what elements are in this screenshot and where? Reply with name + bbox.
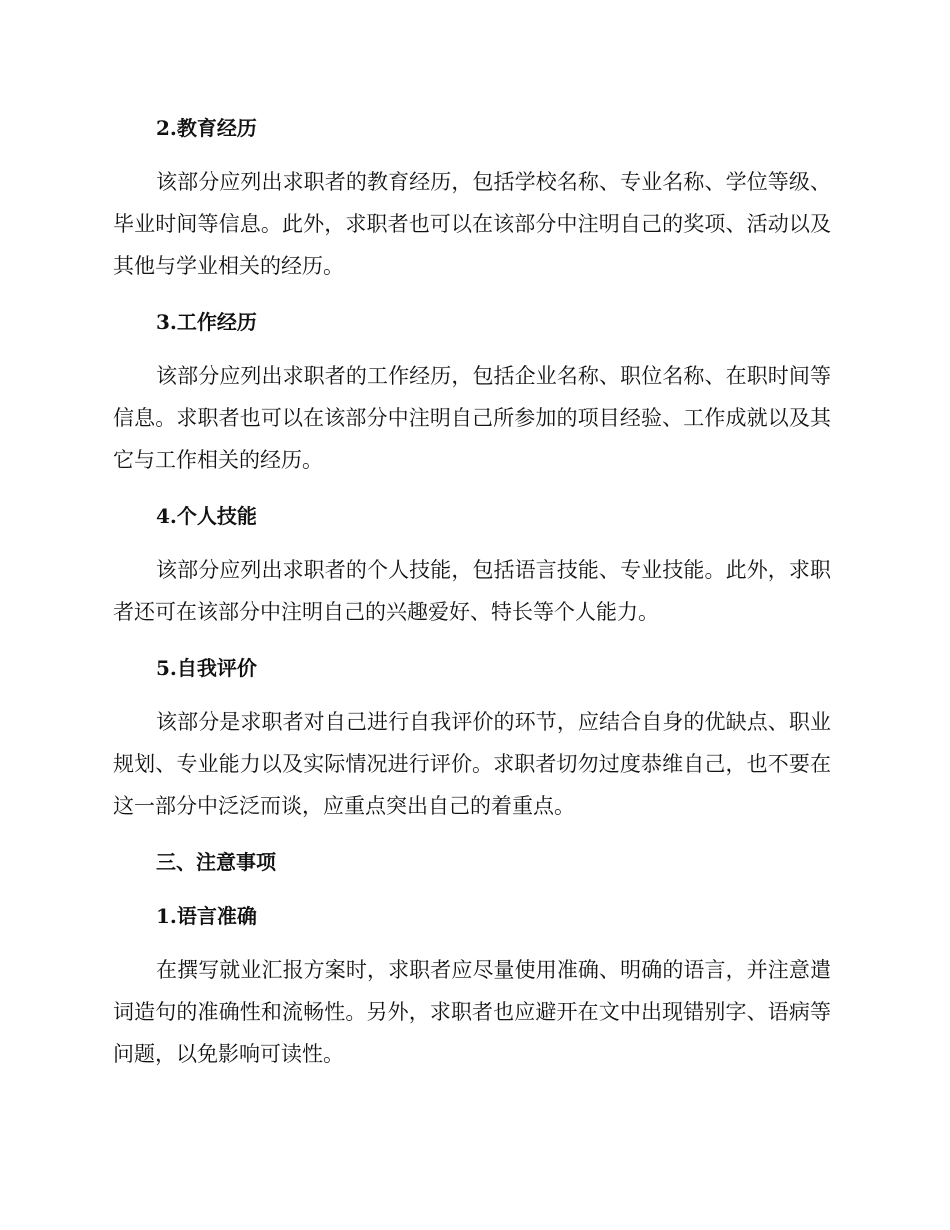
section-heading-work: 3.工作经历 [156, 310, 257, 334]
part-three-heading: 三、注意事项 [156, 850, 276, 874]
section-body-self-evaluation: 该部分是求职者对自己进行自我评价的环节，应结合自身的优缺点、职业规划、专业能力以及实际情况进行评价。求职者切勿过度恭维自己，也不要在这一部分中泛泛而谈，应重点突出自己的着重点。 [113, 710, 831, 818]
section-heading-skills: 4.个人技能 [156, 504, 257, 528]
section-body-language: 在撰写就业汇报方案时，求职者应尽量使用准确、明确的语言，并注意遣词造句的准确性和流畅性。另外，求职者也应避开在文中出现错别字、语病等问题，以免影响可读性。 [113, 958, 831, 1066]
section-body-education: 该部分应列出求职者的教育经历，包括学校名称、专业名称、学位等级、毕业时间等信息。此外，求职者也可以在该部分中注明自己的奖项、活动以及其他与学业相关的经历。 [113, 170, 831, 278]
section-heading-language: 1.语言准确 [156, 904, 257, 928]
section-body-skills: 该部分应列出求职者的个人技能，包括语言技能、专业技能。此外，求职者还可在该部分中注明自己的兴趣爱好、特长等个人能力。 [113, 558, 831, 624]
section-heading-self-evaluation: 5.自我评价 [156, 656, 257, 680]
section-body-work: 该部分应列出求职者的工作经历，包括企业名称、职位名称、在职时间等信息。求职者也可以在该部分中注明自己所参加的项目经验、工作成就以及其它与工作相关的经历。 [113, 364, 831, 472]
section-heading-education: 2.教育经历 [156, 116, 257, 140]
